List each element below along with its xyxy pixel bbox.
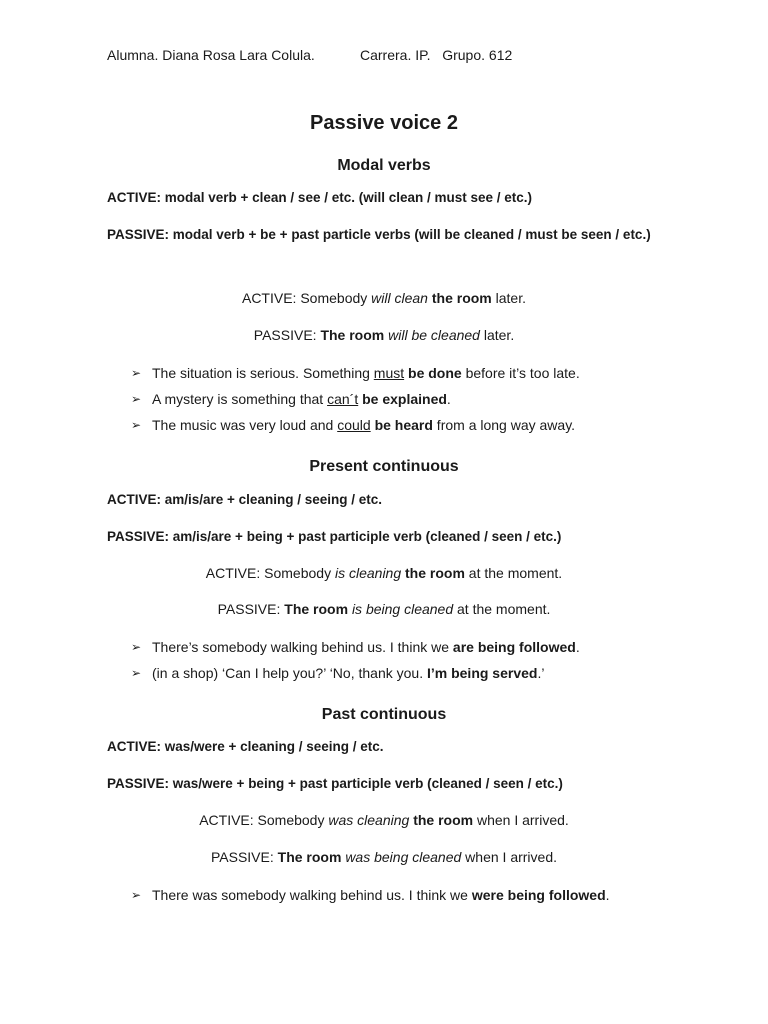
arrowhead-bullet-icon: ➢ xyxy=(131,666,142,680)
header-group: Grupo. 612 xyxy=(442,47,513,63)
present-active-rule: ACTIVE: am/is/are + cleaning / seeing / etc. xyxy=(107,492,382,507)
modal-bullet-3: The music was very loud and could be heard from a long way away. xyxy=(152,417,576,433)
modal-passive-rule: PASSIVE: modal verb + be + past particle verbs (will be cleaned / must be seen / etc.) xyxy=(107,227,651,242)
present-bullet-1: There’s somebody walking behind us. I think we are being followed. xyxy=(152,639,580,655)
present-passive-rule: PASSIVE: am/is/are + being + past participle verb (cleaned / seen / etc.) xyxy=(107,529,562,544)
modal-active-example: ACTIVE: Somebody will clean the room later. xyxy=(241,290,526,306)
section-heading-present: Present continuous xyxy=(309,458,459,475)
present-bullet-2: (in a shop) ‘Can I help you?’ ‘No, thank you. I’m being served.’ xyxy=(152,665,545,681)
arrowhead-bullet-icon: ➢ xyxy=(131,418,142,432)
modal-active-rule: ACTIVE: modal verb + clean / see / etc. (will clean / must see / etc.) xyxy=(107,190,533,205)
present-active-example: ACTIVE: Somebody is cleaning the room at the moment. xyxy=(205,565,563,581)
section-heading-past: Past continuous xyxy=(321,706,447,723)
section-heading-modal: Modal verbs xyxy=(337,157,431,174)
past-bullet-1: There was somebody walking behind us. I think we were being followed. xyxy=(152,887,610,903)
arrowhead-bullet-icon: ➢ xyxy=(131,640,142,654)
arrowhead-bullet-icon: ➢ xyxy=(131,366,142,380)
past-active-rule: ACTIVE: was/were + cleaning / seeing / etc. xyxy=(107,739,384,754)
page-title: Passive voice 2 xyxy=(310,112,458,134)
modal-passive-example: PASSIVE: The room will be cleaned later. xyxy=(253,327,515,343)
header-student: Alumna. Diana Rosa Lara Colula. xyxy=(107,47,315,63)
arrowhead-bullet-icon: ➢ xyxy=(131,888,142,902)
modal-bullet-2: A mystery is something that can´t be explained. xyxy=(152,391,451,407)
past-active-example: ACTIVE: Somebody was cleaning the room when I arrived. xyxy=(199,812,569,828)
header-career-group xyxy=(360,47,512,64)
present-passive-example: PASSIVE: The room is being cleaned at the moment. xyxy=(217,601,551,617)
past-passive-rule: PASSIVE: was/were + being + past participle verb (cleaned / seen / etc.) xyxy=(107,776,563,791)
modal-bullet-1: The situation is serious. Something must be done before it’s too late. xyxy=(152,365,580,381)
header-career: Carrera. IP. xyxy=(360,47,431,63)
past-passive-example: PASSIVE: The room was being cleaned when I arrived. xyxy=(210,849,558,865)
arrowhead-bullet-icon: ➢ xyxy=(131,392,142,406)
